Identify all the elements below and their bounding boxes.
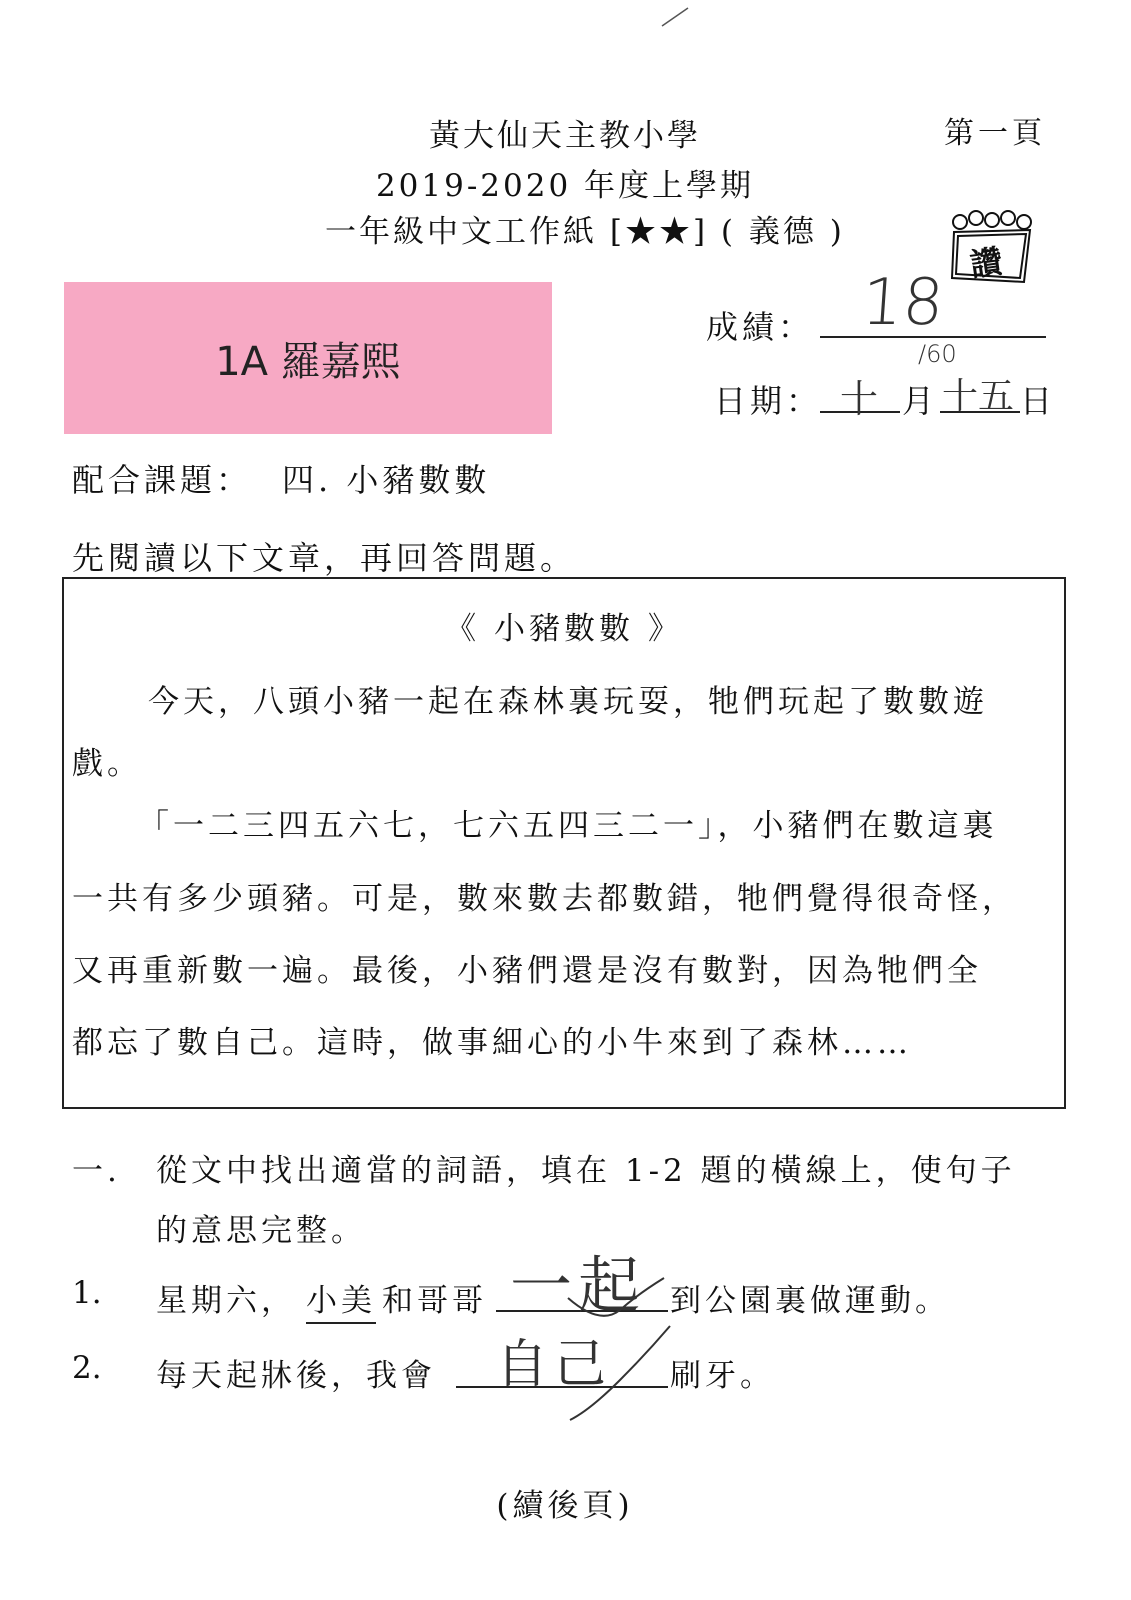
question2-before: 每天起牀後，我會 [156, 1358, 436, 1394]
passage-line-5: 又再重新數一遍。最後，小豬們還是沒有數對，因為牠們全 [72, 953, 982, 989]
date-day-unit: 日 [1020, 382, 1057, 420]
term-title: 2019-2020 年度上學期 [375, 168, 755, 204]
section1-line-1: 從文中找出適當的詞語，填在 1-2 題的橫線上，使句子 [156, 1153, 1016, 1189]
date-day-value: 十五 [942, 376, 1015, 417]
question1-middle: 和哥哥 [382, 1283, 487, 1319]
question1-underlined: 小美 [306, 1275, 376, 1324]
page-number: 第一頁 [944, 116, 1046, 151]
section1-line-2: 的意思完整。 [156, 1213, 366, 1249]
score-subscript: /60 [918, 340, 957, 368]
passage-line-2: 戲。 [72, 746, 142, 782]
date-label: 日期： [714, 382, 823, 420]
stray-mark-icon [660, 6, 690, 28]
passage-line-4: 一共有多少頭豬。可是，數來數去都數錯，牠們覺得很奇怪， [72, 881, 1017, 917]
continue-footer: (續後頁) [496, 1488, 634, 1524]
worksheet-title: 一年級中文工作紙 [★★] ( 義德 ) [325, 214, 845, 250]
topic-label: 配合課題： [72, 461, 253, 499]
date-month-unit: 月 [902, 382, 939, 420]
passage-title: 《 小豬數數 》 [445, 611, 683, 647]
question1-before: 星期六， [156, 1283, 296, 1319]
score-value: 18 [859, 266, 947, 340]
passage-line-6: 都忘了數自己。這時，做事細心的小牛來到了森林…… [72, 1025, 912, 1061]
question2-number: 2. [72, 1350, 102, 1386]
question2-answer: 自己 [496, 1335, 613, 1395]
praise-stamp [946, 208, 1038, 288]
stamp-text: 讚 [967, 241, 1005, 285]
passage-line-1: 今天，八頭小豬一起在森林裏玩耍，牠們玩起了數數遊 [148, 684, 988, 720]
score-label: 成績： [706, 308, 815, 346]
question2-after: 刷牙。 [670, 1358, 775, 1394]
instruction-text: 先閱讀以下文章，再回答問題。 [72, 539, 577, 577]
question1-number: 1. [72, 1275, 102, 1311]
section1-number: 一. [72, 1153, 121, 1189]
student-name-box [64, 282, 552, 434]
topic-value: 四. 小豬數數 [282, 461, 491, 499]
question1-answer: 一起 [510, 1249, 647, 1322]
passage-line-3: 「一二三四五六七，七六五四三二一」，小豬們在數這裏 [138, 808, 998, 844]
tick-marks-icon [560, 1270, 680, 1430]
school-name: 黃大仙天主教小學 [429, 118, 701, 154]
question1-after: 到公園裏做運動。 [670, 1283, 950, 1319]
student-name: 1A 羅嘉熙 [215, 339, 401, 385]
date-month-value: 十 [840, 377, 879, 421]
